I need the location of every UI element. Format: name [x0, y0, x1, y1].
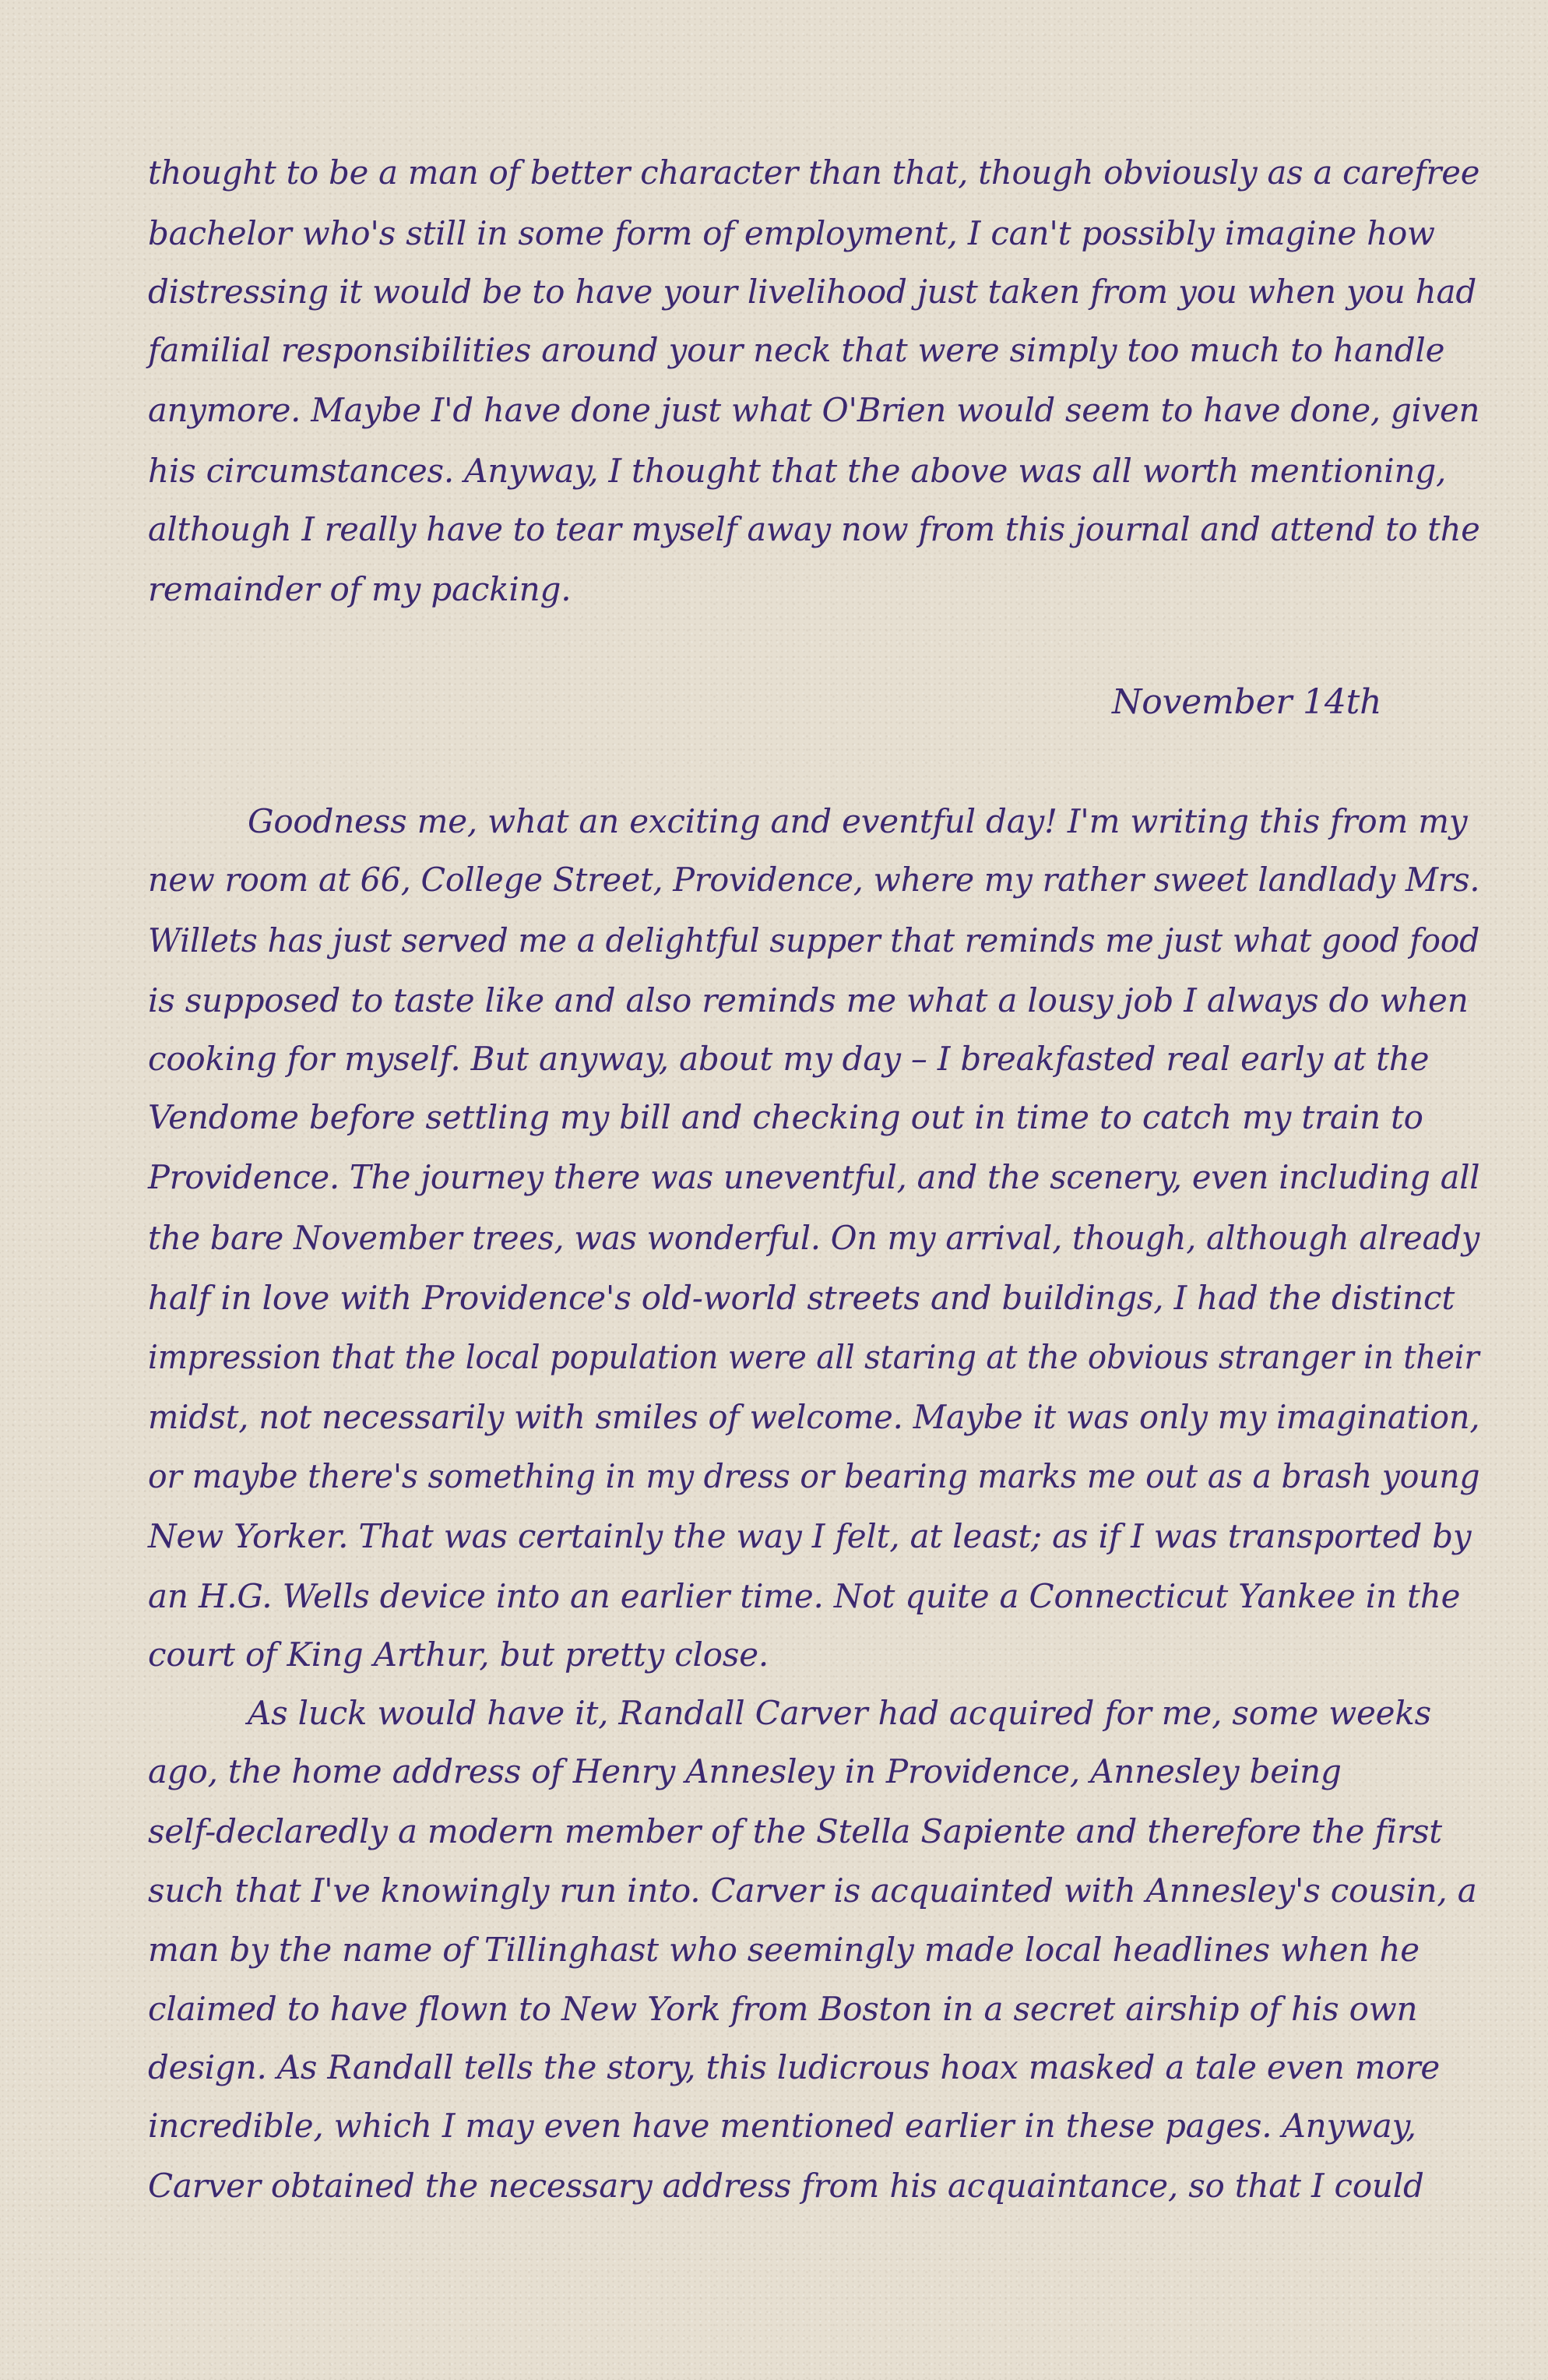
- journal-line: although I really have to tear myself away now from this journal and attend to the: [148, 510, 1480, 548]
- journal-line: or maybe there's something in my dress or bearing marks me out as a brash young: [148, 1457, 1480, 1495]
- journal-line: such that I've knowingly run into. Carver is acquainted with Annesley's cousin, a: [148, 1871, 1477, 1910]
- journal-line: court of King Arthur, but pretty close.: [148, 1635, 769, 1674]
- journal-line: midst, not necessarily with smiles of welcome. Maybe it was only my imagination,: [148, 1398, 1480, 1436]
- journal-line: Vendome before settling my bill and checking out in time to catch my train to: [148, 1098, 1423, 1136]
- journal-line: bachelor who's still in some form of employment, I can't possibly imagine how: [148, 214, 1435, 252]
- journal-line: cooking for myself. But anyway, about my day – I breakfasted real early at the: [148, 1040, 1430, 1078]
- journal-line: familial responsibilities around your neck that were simply too much to handle: [148, 331, 1445, 369]
- journal-line: claimed to have flown to New York from Boston in a secret airship of his own: [148, 1990, 1418, 2028]
- journal-line: his circumstances. Anyway, I thought that the above was all worth mentioning,: [148, 452, 1447, 490]
- journal-line: is supposed to taste like and also reminds me what a lousy job I always do when: [148, 981, 1469, 1019]
- journal-line: Willets has just served me a delightful supper that reminds me just what good food: [148, 921, 1480, 959]
- journal-line: self-declaredly a modern member of the Stella Sapiente and therefore the first: [148, 1812, 1442, 1850]
- journal-line: New Yorker. That was certainly the way I felt, at least; as if I was transported by: [148, 1517, 1472, 1555]
- journal-line: thought to be a man of better character than that, though obviously as a carefree: [148, 153, 1480, 192]
- journal-line: an H.G. Wells device into an earlier time. Not quite a Connecticut Yankee in the: [148, 1577, 1461, 1615]
- journal-line: Goodness me, what an exciting and eventful day! I'm writing this from my: [248, 802, 1468, 840]
- journal-line: ago, the home address of Henry Annesley in Providence, Annesley being: [148, 1752, 1342, 1790]
- journal-line: the bare November trees, was wonderful. On my arrival, though, although already: [148, 1219, 1480, 1257]
- journal-line: Providence. The journey there was uneventful, and the scenery, even including all: [148, 1158, 1480, 1196]
- journal-line: man by the name of Tillinghast who seemingly made local headlines when he: [148, 1931, 1420, 1969]
- journal-line: impression that the local population were all staring at the obvious stranger in their: [148, 1338, 1479, 1376]
- journal-line: new room at 66, College Street, Providence, where my rather sweet landlady Mrs.: [148, 861, 1480, 899]
- journal-line: As luck would have it, Randall Carver had acquired for me, some weeks: [248, 1694, 1431, 1732]
- journal-line: incredible, which I may even have mentioned earlier in these pages. Anyway,: [148, 2107, 1416, 2145]
- journal-line: remainder of my packing.: [148, 570, 572, 608]
- journal-line: distressing it would be to have your livelihood just taken from you when you had: [148, 273, 1477, 311]
- journal-line: design. As Randall tells the story, this ludicrous hoax masked a tale even more: [148, 2048, 1441, 2086]
- journal-line: half in love with Providence's old-world streets and buildings, I had the distinct: [148, 1279, 1455, 1317]
- entry-date: November 14th: [1112, 682, 1382, 722]
- journal-line: Carver obtained the necessary address from his acquaintance, so that I could: [148, 2167, 1424, 2205]
- journal-line: anymore. Maybe I'd have done just what O'Brien would seem to have done, given: [148, 391, 1480, 429]
